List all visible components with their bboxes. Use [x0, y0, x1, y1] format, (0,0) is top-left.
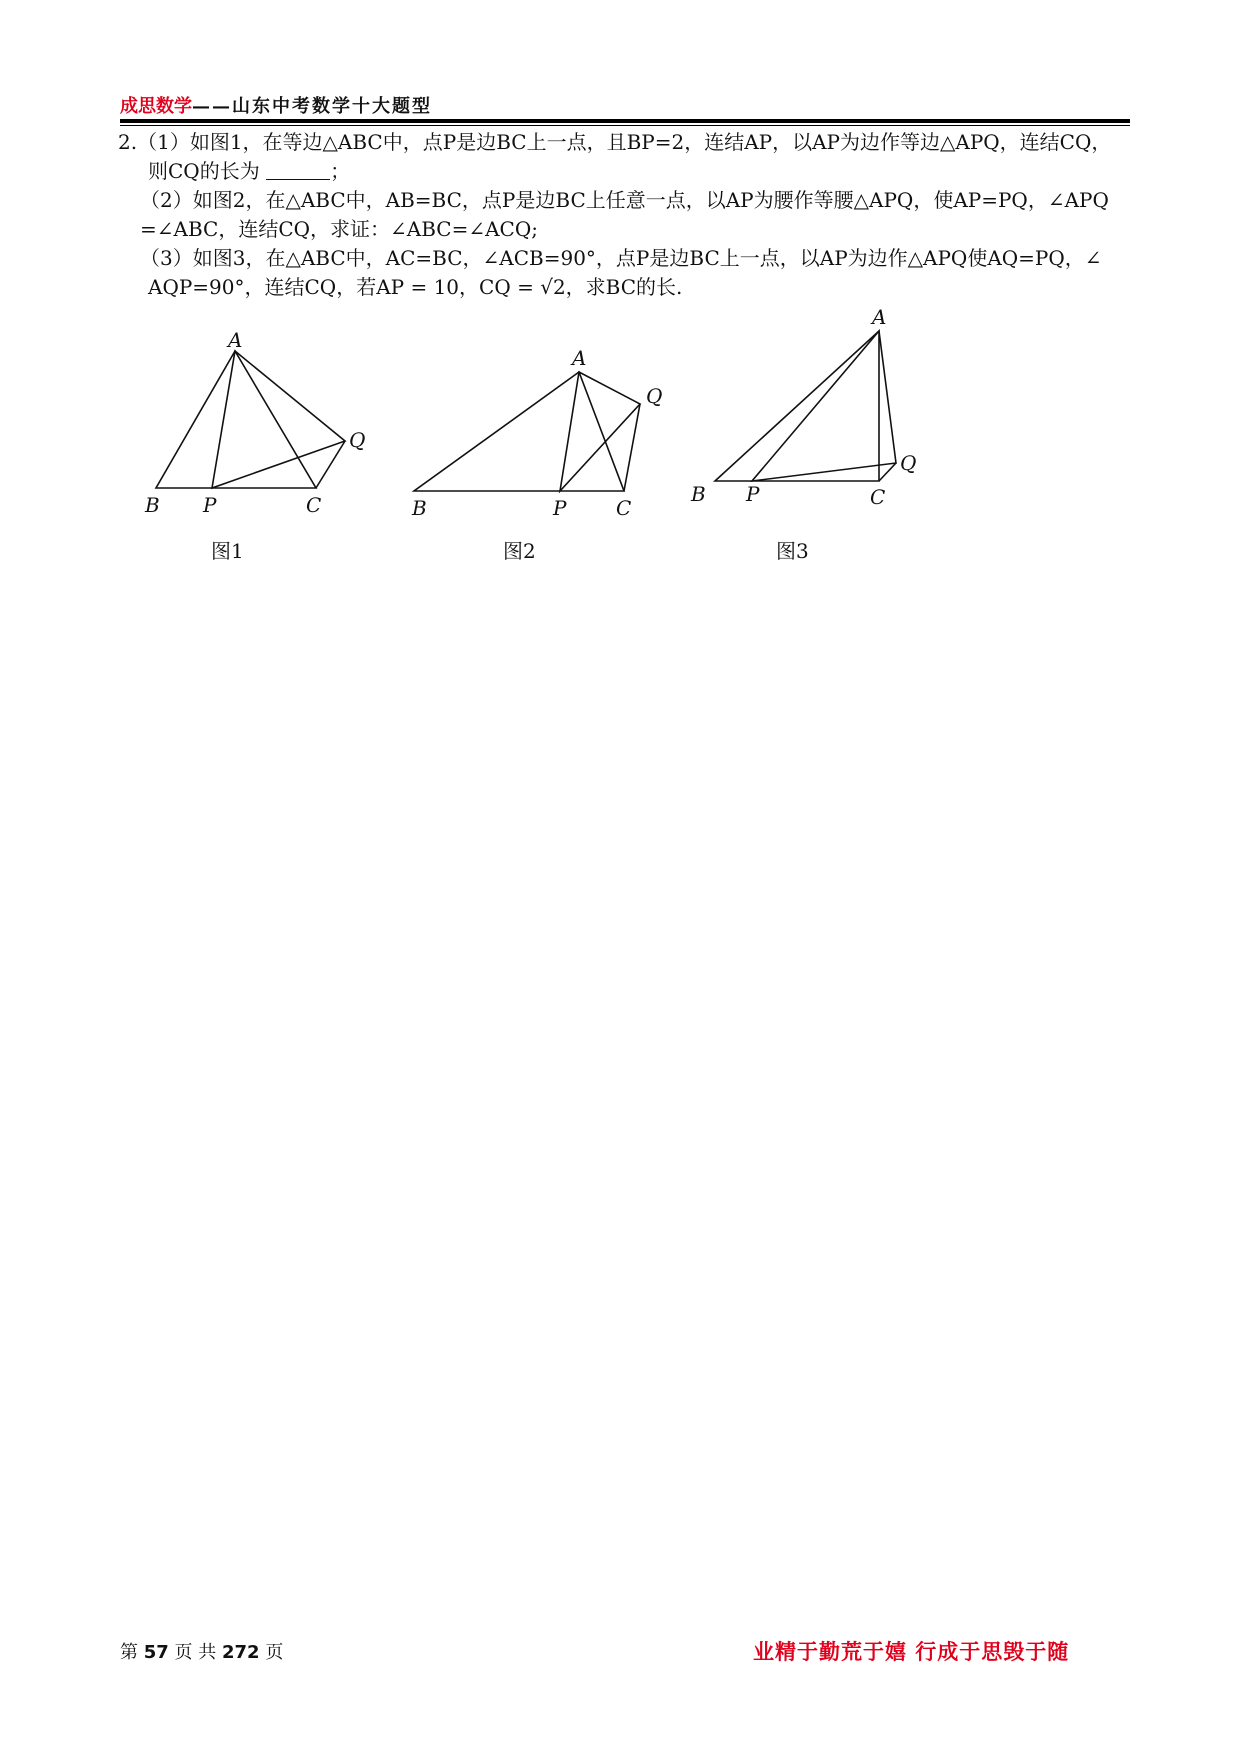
footer-motto: 业精于勤荒于嬉 行成于思毁于随 [753, 1640, 1070, 1664]
problem-number: 2. [118, 130, 138, 154]
part1-line2: 则CQ的长为 ； [148, 159, 351, 183]
fig3-label-a: A [872, 305, 887, 329]
fig2-label-q: Q [646, 384, 663, 408]
part3-line2: AQP=90°，连结CQ，若AP = 10，CQ = √2，求BC的长. [148, 275, 683, 299]
fig3-caption: 图3 [776, 539, 809, 563]
current-page: 57 [143, 1642, 169, 1663]
fig2-triangle-abc [414, 372, 624, 491]
fig3-label-q: Q [900, 451, 917, 475]
fig2-label-c: C [616, 496, 632, 520]
fig3-label-b: B [691, 482, 706, 506]
fig1-label-c: C [306, 493, 322, 517]
fig3-triangle-apq [752, 331, 896, 481]
part2-line2: =∠ABC，连结CQ，求证：∠ABC=∠ACQ; [140, 217, 538, 241]
fig1-triangle-apq [212, 351, 345, 488]
fig1-label-q: Q [349, 428, 366, 452]
fig1-caption: 图1 [211, 539, 244, 563]
answer-blank[interactable] [266, 161, 330, 180]
fig2-label-b: B [412, 496, 427, 520]
figures [140, 300, 930, 570]
figure-3 [715, 331, 896, 481]
part1-line1: 2.（1）如图1，在等边△ABC中，点P是边BC上一点，且BP=2，连结AP，以AP为边作等边△APQ，连结CQ， [118, 130, 1112, 154]
fig3-label-p: P [746, 482, 760, 506]
fig3-segment-cq [879, 463, 896, 481]
part3-line1: （3）如图3，在△ABC中，AC=BC，∠ACB=90°，点P是边BC上一点，以AP为边作△APQ使AQ=PQ，∠ [140, 246, 1102, 270]
fig2-label-a: A [572, 346, 587, 370]
header-rule-thin [120, 125, 1130, 126]
part2-line1: （2）如图2，在△ABC中，AB=BC，点P是边BC上任意一点，以AP为腰作等腰△APQ，使AP=PQ，∠APQ [140, 188, 1109, 212]
fig2-segment-cq [624, 404, 640, 491]
total-pages: 272 [222, 1642, 260, 1663]
fig2-label-p: P [553, 496, 567, 520]
page-header [120, 92, 1130, 116]
page-number: 第 57 页 共 272 页 [120, 1642, 284, 1663]
header-rule-thick [120, 119, 1130, 123]
figure-2 [414, 372, 640, 491]
brand-name: 成思数学 [120, 96, 192, 117]
fig3-label-c: C [870, 485, 886, 509]
fig1-triangle-abc [156, 351, 316, 488]
fig3-triangle-abc [715, 331, 879, 481]
geometry-figures [140, 300, 930, 530]
header-subtitle: ——山东中考数学十大题型 [192, 96, 432, 117]
problem-text [118, 128, 1134, 302]
figure-1 [156, 351, 345, 488]
fig1-label-a: A [228, 328, 243, 352]
fig2-caption: 图2 [503, 539, 536, 563]
fig1-label-b: B [145, 493, 160, 517]
fig1-segment-cq [316, 441, 345, 488]
fig1-label-p: P [203, 493, 217, 517]
